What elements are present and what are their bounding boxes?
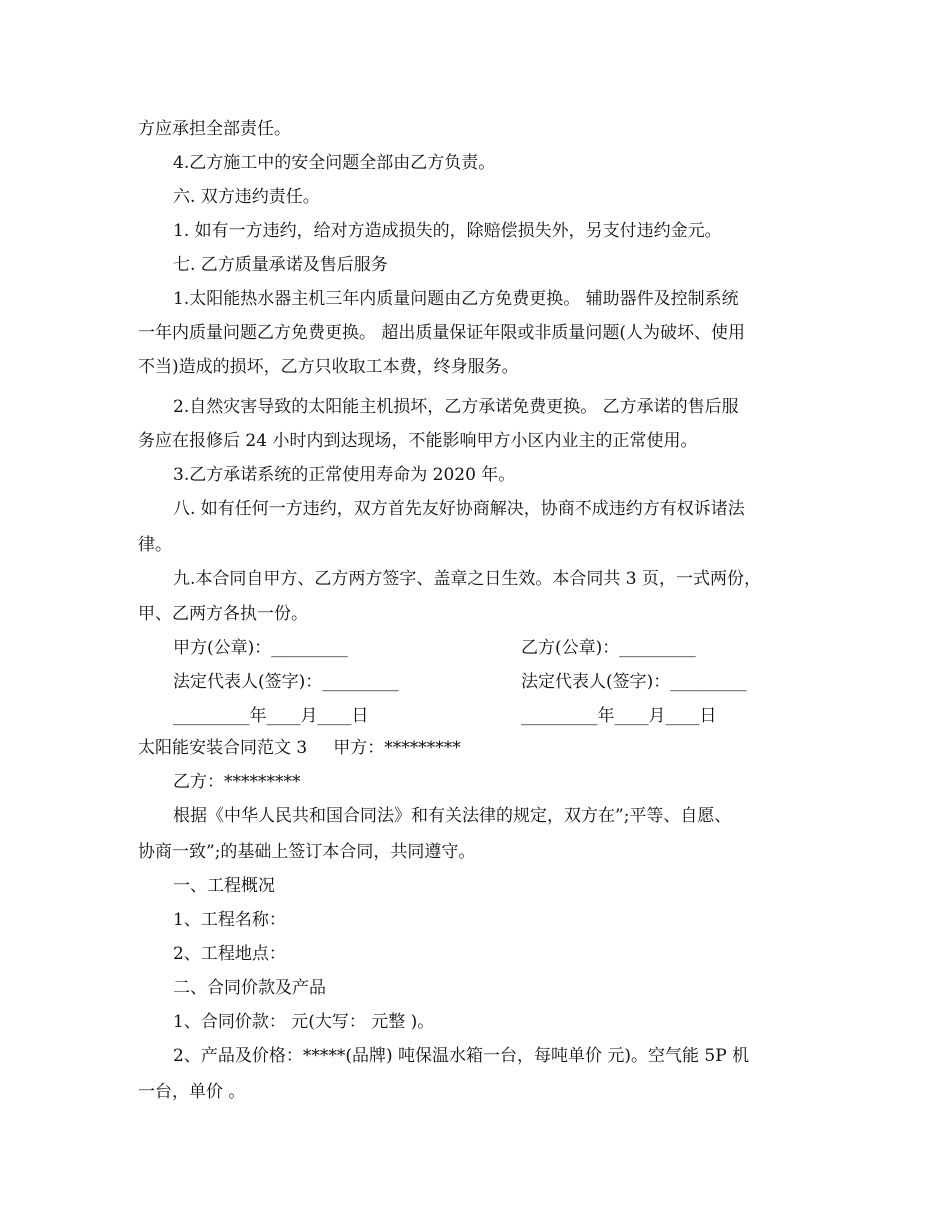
party-b-date: _________年____月____日	[521, 706, 717, 726]
paragraph-line: 1. 如有一方违约，给对方造成损失的，除赔偿损失外，另支付违约金元。	[173, 221, 722, 241]
section-heading: 七. 乙方质量承诺及售后服务	[173, 255, 388, 275]
party-a-seal: 甲方(公章)：_________	[173, 638, 348, 658]
paragraph-line: 根据《中华人民共和国合同法》和有关法律的规定，双方在”;平等、自愿、	[173, 806, 732, 826]
party-a-name: 甲方：*********	[333, 738, 461, 758]
section-heading: 二、合同价款及产品	[173, 978, 326, 998]
paragraph-line: 2、工程地点：	[173, 944, 286, 964]
section-heading: 六. 双方违约责任。	[173, 187, 320, 207]
paragraph-line: 2、产品及价格：*****(品牌) 吨保温水箱一台，每吨单价 元)。空气能 5P 机	[173, 1046, 750, 1066]
paragraph-line: 九.本合同自甲方、乙方两方签字、盖章之日生效。本合同共 3 页，一式两份，	[173, 569, 762, 589]
party-b-representative: 法定代表人(签字)：_________	[521, 672, 747, 692]
paragraph-line: 1.太阳能热水器主机三年内质量问题由乙方免费更换。 辅助器件及控制系统	[173, 289, 739, 309]
party-b-name: 乙方：*********	[173, 772, 301, 792]
paragraph-line: 一年内质量问题乙方免费更换。 超出质量保证年限或非质量问题(人为破坏、使用	[138, 323, 746, 343]
paragraph-line: 八. 如有任何一方违约，双方首先友好协商解决，协商不成违约方有权诉诸法	[173, 499, 745, 519]
paragraph-line: 甲、乙两方各执一份。	[138, 604, 308, 624]
paragraph-line: 务应在报修后 24 小时内到达现场，不能影响甲方小区内业主的正常使用。	[138, 431, 698, 451]
section-heading: 一、工程概况	[173, 876, 275, 896]
party-a-representative: 法定代表人(签字)：_________	[173, 672, 399, 692]
paragraph-line: 2.自然灾害导致的太阳能主机损坏，乙方承诺免费更换。 乙方承诺的售后服	[173, 397, 739, 417]
party-a-date: _________年____月____日	[173, 706, 369, 726]
paragraph-line: 不当)造成的损坏，乙方只收取工本费，终身服务。	[138, 357, 519, 377]
party-b-seal: 乙方(公章)：_________	[521, 638, 696, 658]
paragraph-line: 方应承担全部责任。	[138, 119, 291, 139]
contract-title-line	[138, 737, 818, 759]
paragraph-line: 1、工程名称：	[173, 910, 286, 930]
contract-title: 太阳能安装合同范文 3	[138, 738, 308, 758]
paragraph-line: 律。	[138, 535, 172, 555]
paragraph-line: 一台，单价 。	[138, 1082, 246, 1102]
paragraph-line: 3.乙方承诺系统的正常使用寿命为 2020 年。	[173, 465, 516, 485]
paragraph-line: 协商一致”;的基础上签订本合同，共同遵守。	[138, 842, 476, 862]
paragraph-line: 4.乙方施工中的安全问题全部由乙方负责。	[173, 153, 496, 173]
paragraph-line: 1、合同价款： 元(大写： 元整 )。	[173, 1012, 435, 1032]
